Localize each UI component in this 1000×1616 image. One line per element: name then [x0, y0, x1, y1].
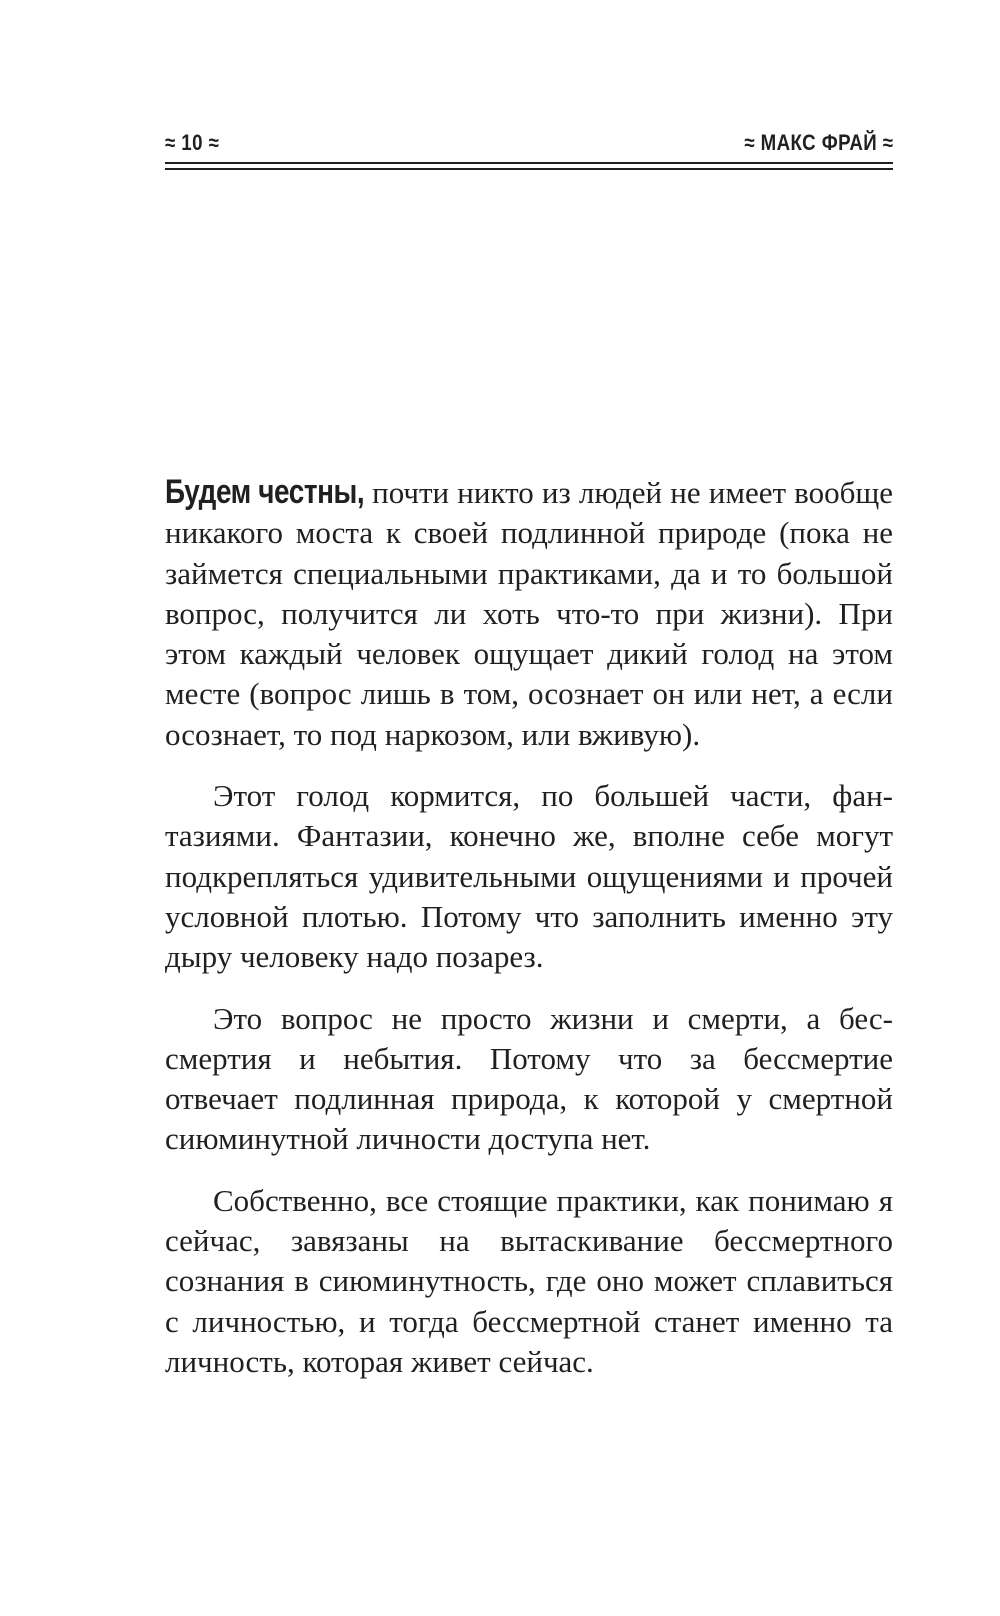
lead-in-heading: Будем честны, [165, 473, 365, 511]
header-rule-top [165, 162, 893, 164]
paragraph-2: Этот голод кормится, по большей части, фантазиями. Фантазии, конечно же, вполне себе могут подкрепляться удивительными ощущениями и прочей условной плотью. Потому что заполнить именно эту дыру человеку надо позарез. [165, 778, 893, 975]
paragraph-4: Собственно, все стоящие практики, как понимаю я сейчас, завязаны на вытаскивание бессмертного сознания в сиюминутность, где оно может сплавиться с личностью, и тогда бессмертной станет именно та личность, которая живет сейчас. [165, 1182, 893, 1379]
running-header [165, 124, 893, 164]
page-number: ≈ 10 ≈ [165, 130, 220, 155]
header-rule-bottom [165, 168, 893, 170]
paragraph-1 [165, 472, 893, 755]
paragraph-1-text: почти никто из людей не имеет вообще никакого моста к своей подлинной природе (пока не займется специальными практиками, да и то большой вопрос, получится ли хоть что-то при жизни). При этом каждый человек ощущает дикий голод на этом месте (вопрос лишь в том, осознает он или нет, а если осознает, то под наркозом, или вживую). [165, 475, 893, 752]
running-title: ≈ МАКС ФРАЙ ≈ [743, 130, 893, 155]
paragraph-3: Это вопрос не просто жизни и смерти, а бессмертия и небытия. Потому что за бессмертие отвечает подлинная природа, к которой у смертной сиюминутной личности доступа нет. [165, 1000, 893, 1157]
body-text [165, 472, 893, 1403]
